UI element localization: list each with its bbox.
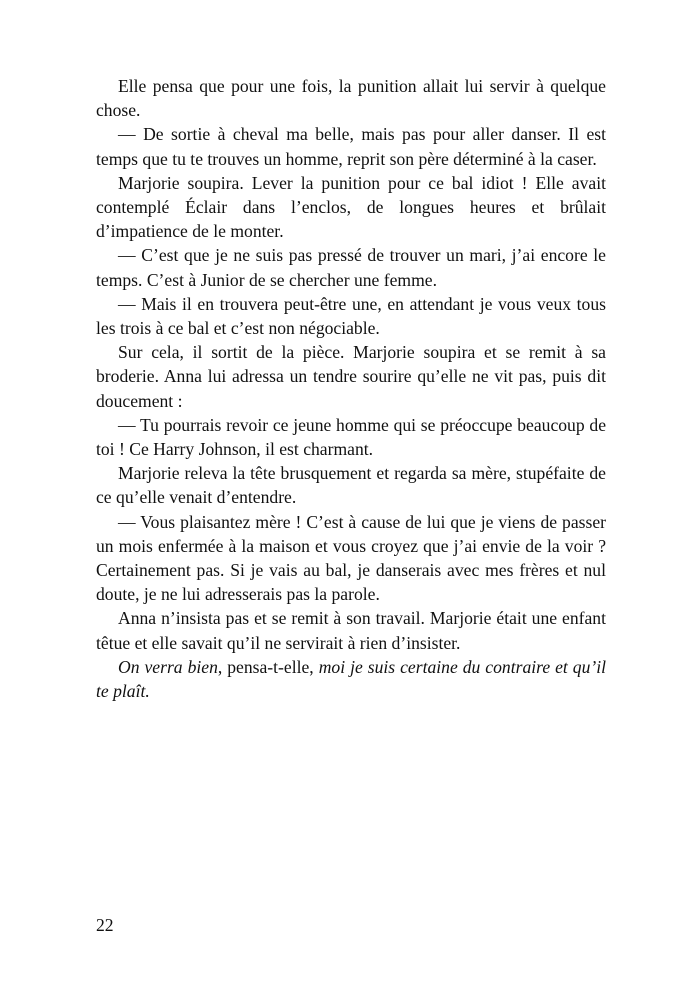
paragraph-7: — Tu pourrais revoir ce jeune homme qui se préoccupe beaucoup de toi ! Ce Harry Johnson, il est charmant.: [96, 414, 606, 460]
paragraph-8: Marjorie releva la tête brusquement et regarda sa mère, stupéfaite de ce qu’elle venait d’entendre.: [96, 463, 606, 508]
narration-fragment: , pensa-t-elle,: [217, 656, 319, 677]
paragraph-10: Anna n’insista pas et se remit à son travail. Marjorie était une enfant têtue et elle savait qu’il ne servirait à rien d’insister.: [96, 608, 606, 653]
paragraph-2: — De sortie à cheval ma belle, mais pas pour aller danser. Il est temps que tu te trouves un homme, reprit son père déterminé à la caser.: [96, 124, 606, 169]
paragraph-5: — Mais il en trouvera peut-être une, en attendant je vous veux tous les trois à ce bal et c’est non négociable.: [96, 293, 606, 339]
body-text: [96, 74, 606, 703]
paragraph-11: [96, 655, 606, 703]
italic-thought-2: moi je suis certaine du contraire et qu’il te plaît.: [96, 656, 607, 702]
paragraph-9: — Vous plaisantez mère ! C’est à cause de lui que je viens de passer un mois enfermée à la maison et vous croyez que j’ai envie de la voir ? Certainement pas. Si je vais au bal, je danserais avec mes frères et nul doute, je ne lui adresserais pas la parole.: [96, 511, 606, 605]
italic-thought-1: On verra bien: [118, 656, 218, 677]
page-number: 22: [96, 915, 114, 935]
paragraph-3: Marjorie soupira. Lever la punition pour ce bal idiot ! Elle avait contemplé Éclair dans l’enclos, de longues heures et brûlait d’impatience de le monter.: [96, 172, 606, 242]
paragraph-1: Elle pensa que pour une fois, la punition allait lui servir à quelque chose.: [96, 76, 606, 121]
paragraph-4: — C’est que je ne suis pas pressé de trouver un mari, j’ai encore le temps. C’est à Junior de se chercher une femme.: [96, 245, 606, 290]
paragraph-6: Sur cela, il sortit de la pièce. Marjorie soupira et se remit à sa broderie. Anna lui adressa un tendre sourire qu’elle ne vit pas, puis dit doucement :: [96, 342, 606, 411]
